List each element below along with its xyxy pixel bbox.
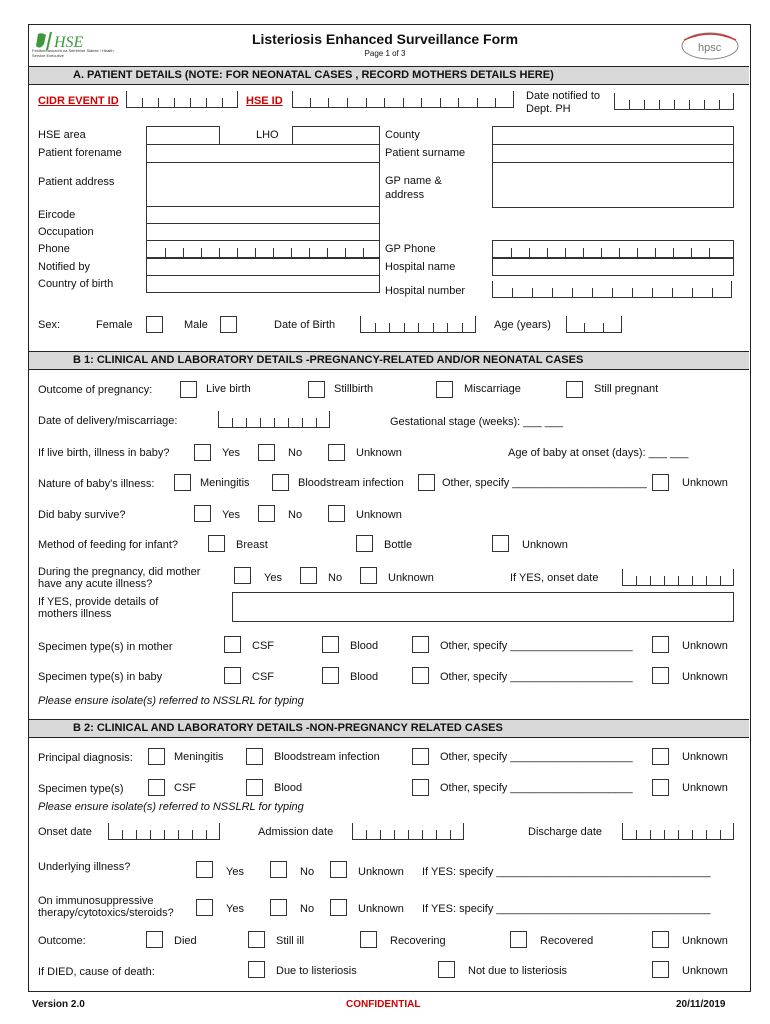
hse-id-label: HSE ID — [246, 95, 283, 107]
form-title: Listeriosis Enhanced Surveillance Form — [251, 31, 519, 47]
svg-text:hpsc: hpsc — [698, 42, 722, 54]
hospital-number-field[interactable] — [492, 281, 732, 298]
baby-blood-checkbox[interactable] — [322, 667, 339, 684]
dob-field[interactable] — [360, 316, 476, 333]
country-birth-label: Country of birth — [38, 278, 114, 290]
admission-date-field[interactable] — [352, 823, 464, 840]
recovered-label: Recovered — [540, 935, 594, 947]
recovering-label: Recovering — [390, 935, 446, 947]
lho-label: LHO — [256, 129, 279, 141]
feeding-breast-checkbox[interactable] — [208, 535, 225, 552]
unknown-label: Unknown — [682, 477, 728, 489]
survive-yes-checkbox[interactable] — [194, 505, 211, 522]
still-ill-label: Still ill — [276, 935, 305, 947]
meningitis-label: Meningitis — [174, 751, 224, 763]
yes-label: Yes — [222, 509, 240, 521]
surname-input[interactable] — [492, 144, 734, 163]
acute-illness-yes-checkbox[interactable] — [234, 567, 251, 584]
death-not-due-checkbox[interactable] — [438, 961, 455, 978]
nature-meningitis-checkbox[interactable] — [174, 474, 191, 491]
address-input[interactable] — [146, 162, 380, 208]
admission-date-label: Admission date — [258, 826, 334, 838]
yes-label: Yes — [264, 572, 282, 584]
sex-label: Sex: — [38, 319, 61, 331]
still-pregnant-label: Still pregnant — [594, 383, 659, 395]
survive-unknown-checkbox[interactable] — [328, 505, 345, 522]
mother-other-checkbox[interactable] — [412, 636, 429, 653]
age-field[interactable] — [566, 316, 622, 333]
hpsc-logo-mark — [680, 30, 740, 62]
date-notified-field[interactable] — [614, 93, 734, 110]
unknown-label: Unknown — [356, 447, 402, 459]
notified-by-input[interactable] — [146, 258, 380, 276]
section-b2-heading: B 2: CLINICAL AND LABORATORY DETAILS -NON-PREGNANCY RELATED CASES — [29, 719, 749, 738]
onset-date-label: Onset date — [38, 826, 92, 838]
diag-meningitis-checkbox[interactable] — [148, 748, 165, 765]
section-b1-heading: B 1: CLINICAL AND LABORATORY DETAILS -PREGNANCY-RELATED AND/OR NEONATAL CASES — [29, 351, 749, 370]
blood-label: Blood — [350, 671, 379, 683]
date-delivery-label: Date of delivery/miscarriage: — [38, 415, 178, 427]
yes-label: Yes — [222, 447, 240, 459]
acute-illness-unknown-checkbox[interactable] — [360, 567, 377, 584]
outcome-label: Outcome: — [38, 935, 86, 947]
hse-area-label: HSE area — [38, 129, 86, 141]
page-number: Page 1 of 3 — [364, 49, 406, 58]
feeding-bottle-checkbox[interactable] — [356, 535, 373, 552]
discharge-date-field[interactable] — [622, 823, 734, 840]
hpsc-logo — [680, 30, 740, 62]
hse-logo-text: Feidhmeannacht na Seirbhíse Sláinte / Health Service Executive — [32, 48, 114, 58]
unknown-label: Unknown — [358, 866, 404, 878]
male-checkbox[interactable] — [220, 316, 237, 333]
if-live-birth-label: If live birth, illness in baby? — [38, 447, 170, 459]
forename-label: Patient forename — [38, 147, 122, 159]
surname-label: Patient surname — [385, 147, 466, 159]
other-specify-label: Other, specify ____________________ — [440, 640, 633, 652]
nature-illness-label: Nature of baby's illness: — [38, 478, 155, 490]
hospital-number-label: Hospital number — [385, 285, 466, 297]
bottle-label: Bottle — [384, 539, 413, 551]
occupation-input[interactable] — [146, 223, 380, 241]
immuno-unknown-checkbox[interactable] — [330, 899, 347, 916]
unknown-label: Unknown — [682, 965, 728, 977]
confidential-label: CONFIDENTIAL — [346, 999, 421, 1010]
immunosuppressive-label: On immunosuppressive therapy/cytotoxics/steroids? — [38, 895, 174, 919]
not-due-label: Not due to listeriosis — [468, 965, 568, 977]
spec-other-checkbox[interactable] — [412, 779, 429, 796]
section-a-heading: A. PATIENT DETAILS (NOTE: FOR NEONATAL CASES , RECORD MOTHERS DETAILS HERE) — [29, 66, 749, 85]
still-pregnant-checkbox[interactable] — [566, 381, 583, 398]
other-specify-label: Other, specify ______________________ — [442, 477, 647, 489]
hospital-name-input[interactable] — [492, 258, 734, 276]
did-survive-label: Did baby survive? — [38, 509, 126, 521]
male-label: Male — [184, 319, 208, 331]
eircode-input[interactable] — [146, 206, 380, 224]
unknown-label: Unknown — [682, 671, 728, 683]
no-label: No — [300, 903, 315, 915]
country-birth-input[interactable] — [146, 275, 380, 293]
gp-name-input[interactable] — [492, 162, 734, 208]
csf-label: CSF — [252, 671, 274, 683]
nature-other-checkbox[interactable] — [418, 474, 435, 491]
outcome-recovered-checkbox[interactable] — [510, 931, 527, 948]
no-label: No — [288, 447, 303, 459]
other-specify-label: Other, specify ____________________ — [440, 751, 633, 763]
hse-id-field[interactable] — [292, 91, 514, 108]
underlying-no-checkbox[interactable] — [270, 861, 287, 878]
blood-label: Blood — [274, 782, 303, 794]
csf-label: CSF — [174, 782, 196, 794]
discharge-date-label: Discharge date — [528, 826, 602, 838]
blood-label: Blood — [350, 640, 379, 652]
breast-label: Breast — [236, 539, 268, 551]
mother-blood-checkbox[interactable] — [322, 636, 339, 653]
gestational-label: Gestational stage (weeks): ___ ___ — [390, 416, 564, 428]
unknown-label: Unknown — [682, 640, 728, 652]
no-label: No — [288, 509, 303, 521]
csf-label: CSF — [252, 640, 274, 652]
gp-name-label: GP name & address — [385, 175, 442, 201]
underlying-yes-checkbox[interactable] — [196, 861, 213, 878]
onset-date-field[interactable] — [622, 569, 734, 586]
died-label: Died — [174, 935, 197, 947]
county-input[interactable] — [492, 126, 734, 145]
if-yes-specify-label: If YES: specify ___________________________________ — [422, 903, 711, 915]
immuno-no-checkbox[interactable] — [270, 899, 287, 916]
isolate-note: Please ensure isolate(s) referred to NSSLRL for typing — [38, 801, 304, 813]
if-yes-details-label: If YES, provide details of mothers illness — [38, 596, 159, 620]
specimen-type-label: Specimen type(s) — [38, 783, 124, 795]
due-to-listeriosis-label: Due to listeriosis — [276, 965, 357, 977]
stillbirth-label: Stillbirth — [334, 383, 374, 395]
mother-csf-checkbox[interactable] — [224, 636, 241, 653]
spec-baby-label: Specimen type(s) in baby — [38, 671, 163, 683]
eircode-label: Eircode — [38, 209, 76, 221]
phone-field[interactable] — [146, 240, 380, 258]
mother-unknown-checkbox[interactable] — [652, 636, 669, 653]
spec-csf-checkbox[interactable] — [148, 779, 165, 796]
svg-text:HSE: HSE — [54, 34, 84, 51]
female-label: Female — [96, 319, 133, 331]
baby-unknown-checkbox[interactable] — [652, 667, 669, 684]
outcome-pregnancy-label: Outcome of pregnancy: — [38, 384, 153, 396]
age-baby-label: Age of baby at onset (days): ___ ___ — [508, 447, 689, 459]
stillbirth-checkbox[interactable] — [308, 381, 325, 398]
footer-date: 20/11/2019 — [676, 999, 726, 1010]
gp-phone-field[interactable] — [492, 240, 734, 258]
gp-phone-label: GP Phone — [385, 243, 436, 255]
if-died-label: If DIED, cause of death: — [38, 966, 155, 978]
diag-unknown-checkbox[interactable] — [652, 748, 669, 765]
yes-label: Yes — [226, 866, 244, 878]
miscarriage-checkbox[interactable] — [436, 381, 453, 398]
baby-other-checkbox[interactable] — [412, 667, 429, 684]
forename-input[interactable] — [146, 144, 380, 163]
occupation-label: Occupation — [38, 226, 94, 238]
outcome-unknown-checkbox[interactable] — [652, 931, 669, 948]
diag-bloodstream-checkbox[interactable] — [246, 748, 263, 765]
survive-no-checkbox[interactable] — [258, 505, 275, 522]
spec-unknown-checkbox[interactable] — [652, 779, 669, 796]
baby-csf-checkbox[interactable] — [224, 667, 241, 684]
lho-input[interactable] — [292, 126, 380, 145]
no-label: No — [300, 866, 315, 878]
if-yes-specify-label: If YES: specify ___________________________________ — [422, 866, 711, 878]
cidr-event-id-label: CIDR EVENT ID — [38, 95, 119, 107]
underlying-illness-label: Underlying illness? — [38, 861, 131, 873]
acute-illness-no-checkbox[interactable] — [300, 567, 317, 584]
live-birth-checkbox[interactable] — [180, 381, 197, 398]
if-yes-onset-label: If YES, onset date — [510, 572, 599, 584]
live-birth-label: Live birth — [206, 383, 251, 395]
bloodstream-label: Bloodstream infection — [274, 751, 380, 763]
version-label: Version 2.0 — [32, 999, 85, 1010]
isolate-note: Please ensure isolate(s) referred to NSSLRL for typing — [38, 695, 304, 707]
unknown-label: Unknown — [356, 509, 402, 521]
hospital-name-label: Hospital name — [385, 261, 456, 273]
diag-other-checkbox[interactable] — [412, 748, 429, 765]
age-label: Age (years) — [494, 319, 551, 331]
unknown-label: Unknown — [682, 782, 728, 794]
date-notified-label: Date notified to Dept. PH — [526, 90, 600, 115]
outcome-still-ill-checkbox[interactable] — [248, 931, 265, 948]
hse-area-input[interactable] — [146, 126, 220, 145]
yes-label: Yes — [226, 903, 244, 915]
onset-date-field[interactable] — [108, 823, 220, 840]
mother-illness-details-input[interactable] — [232, 592, 734, 622]
address-label: Patient address — [38, 176, 115, 188]
baby-illness-no-checkbox[interactable] — [258, 444, 275, 461]
spec-blood-checkbox[interactable] — [246, 779, 263, 796]
phone-label: Phone — [38, 243, 70, 255]
during-pregnancy-label: During the pregnancy, did mother have any acute illness? — [38, 566, 201, 590]
unknown-label: Unknown — [388, 572, 434, 584]
immuno-yes-checkbox[interactable] — [196, 899, 213, 916]
date-delivery-field[interactable] — [218, 411, 330, 428]
cidr-event-id-field[interactable] — [126, 91, 238, 108]
unknown-label: Unknown — [682, 935, 728, 947]
other-specify-label: Other, specify ____________________ — [440, 671, 633, 683]
baby-illness-yes-checkbox[interactable] — [194, 444, 211, 461]
baby-illness-unknown-checkbox[interactable] — [328, 444, 345, 461]
nature-unknown-checkbox[interactable] — [652, 474, 669, 491]
miscarriage-label: Miscarriage — [464, 383, 521, 395]
no-label: No — [328, 572, 343, 584]
death-unknown-checkbox[interactable] — [652, 961, 669, 978]
county-label: County — [385, 129, 420, 141]
unknown-label: Unknown — [358, 903, 404, 915]
underlying-unknown-checkbox[interactable] — [330, 861, 347, 878]
feeding-label: Method of feeding for infant? — [38, 539, 179, 551]
principal-diagnosis-label: Principal diagnosis: — [38, 752, 133, 764]
feeding-unknown-checkbox[interactable] — [492, 535, 509, 552]
female-checkbox[interactable] — [146, 316, 163, 333]
nature-bloodstream-checkbox[interactable] — [272, 474, 289, 491]
unknown-label: Unknown — [522, 539, 568, 551]
death-due-checkbox[interactable] — [248, 961, 265, 978]
meningitis-label: Meningitis — [200, 477, 250, 489]
notified-by-label: Notified by — [38, 261, 90, 273]
bloodstream-label: Bloodstream infection — [298, 477, 404, 489]
unknown-label: Unknown — [682, 751, 728, 763]
spec-mother-label: Specimen type(s) in mother — [38, 641, 173, 653]
outcome-died-checkbox[interactable] — [146, 931, 163, 948]
other-specify-label: Other, specify ____________________ — [440, 782, 633, 794]
outcome-recovering-checkbox[interactable] — [360, 931, 377, 948]
dob-label: Date of Birth — [274, 319, 336, 331]
